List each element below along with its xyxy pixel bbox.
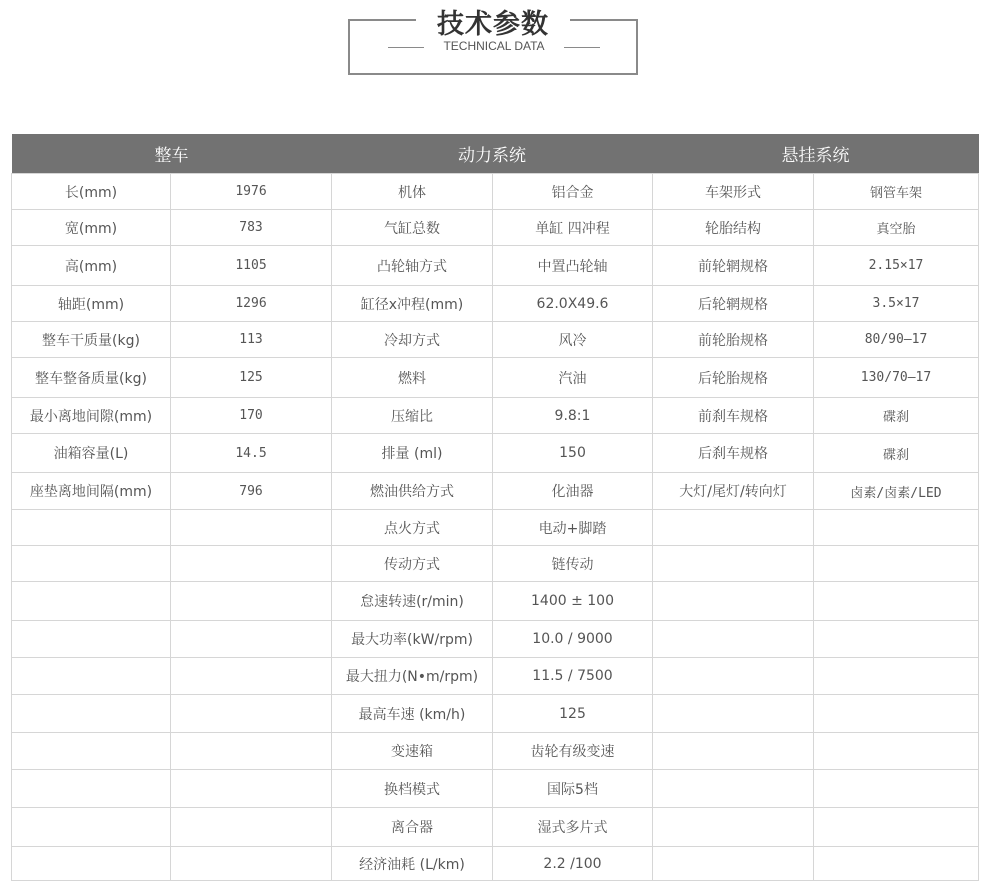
- engine-param-value: 化油器: [493, 473, 653, 510]
- engine-param-value: 125: [493, 695, 653, 733]
- group-header-powertrain: 动力系统: [332, 134, 653, 174]
- vehicle-param-value: [171, 695, 332, 733]
- vehicle-param-name: [12, 847, 171, 881]
- vehicle-param-value: 1296: [171, 286, 332, 322]
- vehicle-param-name: [12, 546, 171, 582]
- chassis-param-value: [814, 510, 979, 546]
- engine-param-name: 燃油供给方式: [332, 473, 493, 510]
- engine-param-value: 11.5 / 7500: [493, 658, 653, 695]
- chassis-param-value: 卤素/卤素/LED: [814, 473, 979, 510]
- engine-param-name: 换档模式: [332, 770, 493, 808]
- table-body: [12, 174, 979, 881]
- vehicle-param-name: 座垫离地间隔(mm): [12, 473, 171, 510]
- chassis-param-name: [653, 733, 814, 770]
- chassis-param-value: [814, 847, 979, 881]
- group-header-suspension: 悬挂系统: [653, 134, 979, 174]
- chassis-param-value: 3.5×17: [814, 286, 979, 322]
- chassis-param-value: 钢管车架: [814, 174, 979, 210]
- chassis-param-value: 130/70—17: [814, 358, 979, 398]
- chassis-param-name: 前轮胎规格: [653, 322, 814, 358]
- table-row: [12, 621, 979, 658]
- chassis-param-value: [814, 621, 979, 658]
- vehicle-param-value: [171, 510, 332, 546]
- vehicle-param-name: 长(mm): [12, 174, 171, 210]
- chassis-param-name: [653, 770, 814, 808]
- table-row: [12, 434, 979, 473]
- chassis-param-name: 轮胎结构: [653, 210, 814, 246]
- table-row: [12, 358, 979, 398]
- chassis-param-value: 碟刹: [814, 434, 979, 473]
- vehicle-param-name: 最小离地间隙(mm): [12, 398, 171, 434]
- engine-param-value: 风冷: [493, 322, 653, 358]
- table-header-row: [12, 134, 979, 174]
- badge-top-line-left: [348, 19, 416, 21]
- vehicle-param-name: 高(mm): [12, 246, 171, 286]
- vehicle-param-value: 783: [171, 210, 332, 246]
- chassis-param-name: 后刹车规格: [653, 434, 814, 473]
- engine-param-value: 湿式多片式: [493, 808, 653, 847]
- vehicle-param-value: 1105: [171, 246, 332, 286]
- table-row: [12, 847, 979, 881]
- engine-param-name: 机体: [332, 174, 493, 210]
- vehicle-param-value: 796: [171, 473, 332, 510]
- engine-param-name: 离合器: [332, 808, 493, 847]
- chassis-param-name: [653, 621, 814, 658]
- engine-param-name: 凸轮轴方式: [332, 246, 493, 286]
- engine-param-name: 经济油耗 (L/km): [332, 847, 493, 881]
- vehicle-param-name: [12, 658, 171, 695]
- chassis-param-value: 2.15×17: [814, 246, 979, 286]
- engine-param-name: 传动方式: [332, 546, 493, 582]
- spec-table: [11, 134, 979, 881]
- vehicle-param-value: [171, 808, 332, 847]
- engine-param-value: 齿轮有级变速: [493, 733, 653, 770]
- table-row: [12, 658, 979, 695]
- chassis-param-value: [814, 808, 979, 847]
- chassis-param-value: [814, 582, 979, 621]
- chassis-param-name: 车架形式: [653, 174, 814, 210]
- engine-param-name: 最大功率(kW/rpm): [332, 621, 493, 658]
- chassis-param-name: [653, 847, 814, 881]
- vehicle-param-value: [171, 770, 332, 808]
- table-row: [12, 546, 979, 582]
- table-row: [12, 770, 979, 808]
- engine-param-name: 燃料: [332, 358, 493, 398]
- subtitle-rule-right: [564, 47, 600, 48]
- vehicle-param-name: [12, 733, 171, 770]
- vehicle-param-name: 轴距(mm): [12, 286, 171, 322]
- vehicle-param-value: 125: [171, 358, 332, 398]
- chassis-param-value: 80/90—17: [814, 322, 979, 358]
- chassis-param-name: [653, 808, 814, 847]
- vehicle-param-name: [12, 510, 171, 546]
- engine-param-name: 最高车速 (km/h): [332, 695, 493, 733]
- vehicle-param-name: 整车整备质量(kg): [12, 358, 171, 398]
- vehicle-param-value: 14.5: [171, 434, 332, 473]
- chassis-param-value: [814, 546, 979, 582]
- chassis-param-name: [653, 546, 814, 582]
- engine-param-name: 冷却方式: [332, 322, 493, 358]
- vehicle-param-value: [171, 582, 332, 621]
- engine-param-value: 9.8:1: [493, 398, 653, 434]
- chassis-param-name: [653, 695, 814, 733]
- chassis-param-name: 前刹车规格: [653, 398, 814, 434]
- engine-param-value: 国际5档: [493, 770, 653, 808]
- engine-param-value: 10.0 / 9000: [493, 621, 653, 658]
- chassis-param-value: [814, 658, 979, 695]
- engine-param-value: 汽油: [493, 358, 653, 398]
- subtitle-rule-left: [388, 47, 424, 48]
- engine-param-name: 怠速转速(r/min): [332, 582, 493, 621]
- table-row: [12, 398, 979, 434]
- engine-param-value: 铝合金: [493, 174, 653, 210]
- chassis-param-value: [814, 770, 979, 808]
- vehicle-param-value: [171, 847, 332, 881]
- vehicle-param-name: 宽(mm): [12, 210, 171, 246]
- table-row: [12, 174, 979, 210]
- engine-param-name: 点火方式: [332, 510, 493, 546]
- vehicle-param-value: [171, 621, 332, 658]
- table-row: [12, 322, 979, 358]
- vehicle-param-value: 1976: [171, 174, 332, 210]
- chassis-param-value: [814, 695, 979, 733]
- chassis-param-name: 后轮辋规格: [653, 286, 814, 322]
- badge-top-line-right: [570, 19, 638, 21]
- table-row: [12, 210, 979, 246]
- engine-param-name: 缸径x冲程(mm): [332, 286, 493, 322]
- table-row: [12, 582, 979, 621]
- engine-param-value: 电动+脚踏: [493, 510, 653, 546]
- table-row: [12, 695, 979, 733]
- vehicle-param-value: 113: [171, 322, 332, 358]
- engine-param-name: 压缩比: [332, 398, 493, 434]
- engine-param-name: 排量 (ml): [332, 434, 493, 473]
- engine-param-value: 1400 ± 100: [493, 582, 653, 621]
- vehicle-param-name: 整车干质量(kg): [12, 322, 171, 358]
- engine-param-value: 62.0X49.6: [493, 286, 653, 322]
- engine-param-value: 链传动: [493, 546, 653, 582]
- chassis-param-value: [814, 733, 979, 770]
- vehicle-param-name: [12, 770, 171, 808]
- table-row: [12, 286, 979, 322]
- engine-param-name: 最大扭力(N•m/rpm): [332, 658, 493, 695]
- engine-param-value: 中置凸轮轴: [493, 246, 653, 286]
- engine-param-value: 150: [493, 434, 653, 473]
- vehicle-param-name: [12, 582, 171, 621]
- engine-param-value: 2.2 /100: [493, 847, 653, 881]
- chassis-param-name: [653, 582, 814, 621]
- table-row: [12, 733, 979, 770]
- page-subtitle: TECHNICAL DATA: [443, 39, 545, 53]
- engine-param-name: 变速箱: [332, 733, 493, 770]
- vehicle-param-value: [171, 658, 332, 695]
- page-title: 技术参数: [437, 9, 549, 40]
- vehicle-param-name: [12, 621, 171, 658]
- chassis-param-name: 前轮辋规格: [653, 246, 814, 286]
- chassis-param-name: 大灯/尾灯/转向灯: [653, 473, 814, 510]
- group-header-vehicle: 整车: [12, 134, 332, 174]
- chassis-param-value: 碟刹: [814, 398, 979, 434]
- chassis-param-name: [653, 658, 814, 695]
- chassis-param-name: 后轮胎规格: [653, 358, 814, 398]
- table-row: [12, 510, 979, 546]
- vehicle-param-value: 170: [171, 398, 332, 434]
- vehicle-param-name: 油箱容量(L): [12, 434, 171, 473]
- chassis-param-name: [653, 510, 814, 546]
- engine-param-value: 单缸 四冲程: [493, 210, 653, 246]
- vehicle-param-value: [171, 546, 332, 582]
- chassis-param-value: 真空胎: [814, 210, 979, 246]
- vehicle-param-value: [171, 733, 332, 770]
- table-row: [12, 246, 979, 286]
- table-row: [12, 808, 979, 847]
- table-row: [12, 473, 979, 510]
- engine-param-name: 气缸总数: [332, 210, 493, 246]
- vehicle-param-name: [12, 695, 171, 733]
- vehicle-param-name: [12, 808, 171, 847]
